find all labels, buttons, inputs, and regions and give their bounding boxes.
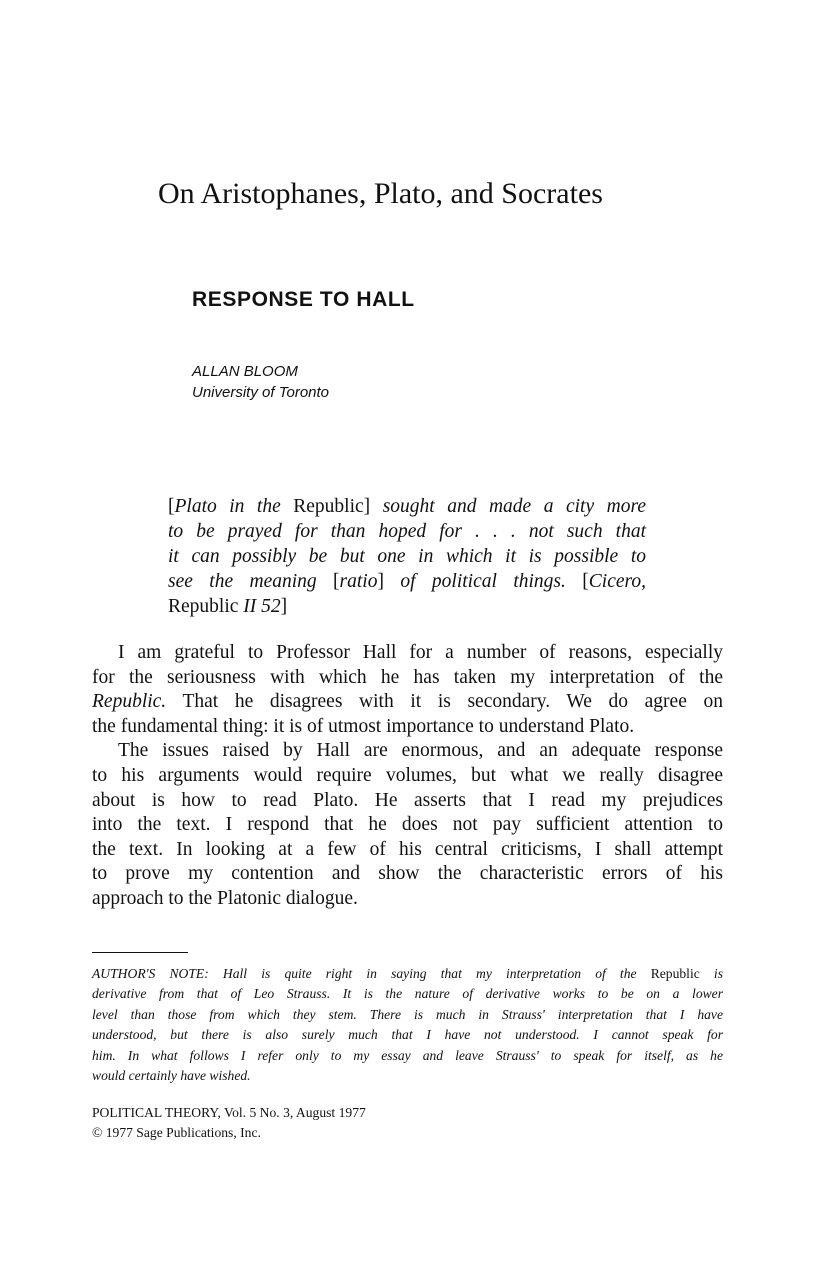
journal-citation: POLITICAL THEORY, Vol. 5 No. 3, August 1977 <box>92 1105 366 1120</box>
footnote-line: him. In what follows I refer only to my essay and leave Strauss' to speak for itself, as he <box>92 1047 723 1063</box>
paragraph-line: The issues raised by Hall are enormous, and an adequate response <box>118 740 723 762</box>
epigraph-line: see the meaning [ratio] of political things. [Cicero, <box>168 571 646 592</box>
paragraph-line: Republic. That he disagrees with it is secondary. We do agree on <box>92 691 723 713</box>
journal-info <box>92 1103 366 1143</box>
footnote-divider <box>92 952 188 953</box>
footnote-line: level than those from which they stem. There is much in Strauss' interpretation that I have <box>92 1006 723 1022</box>
copyright-notice: © 1977 Sage Publications, Inc. <box>92 1125 261 1140</box>
paragraph-line: to prove my contention and show the characteristic errors of his <box>92 863 723 885</box>
article-title: On Aristophanes, Plato, and Socrates <box>158 177 603 210</box>
epigraph-line: Republic II 52] <box>168 596 288 617</box>
paragraph-line: about is how to read Plato. He asserts that I read my prejudices <box>92 789 723 811</box>
paragraph-line: for the seriousness with which he has taken my interpretation of the <box>92 666 723 688</box>
footnote-line: AUTHOR'S NOTE: Hall is quite right in saying that my interpretation of the Republic is <box>92 966 724 981</box>
paragraph-line: to his arguments would require volumes, but what we really disagree <box>92 764 723 786</box>
footnote-line: understood, but there is also surely much that I have not understood. I cannot speak for <box>92 1027 723 1043</box>
author-block <box>192 361 329 403</box>
paragraph-line: into the text. I respond that he does not pay sufficient attention to <box>92 814 723 836</box>
paragraph-line: the fundamental thing: it is of utmost importance to understand Plato. <box>92 715 635 737</box>
author-affiliation: University of Toronto <box>192 384 330 401</box>
epigraph-line: it can possibly be but one in which it is possible to <box>168 546 646 567</box>
epigraph <box>168 494 668 619</box>
footnote-line: would certainly have wished. <box>92 1068 251 1084</box>
paragraph-line: approach to the Platonic dialogue. <box>92 887 358 909</box>
paragraph-line: I am grateful to Professor Hall for a number of reasons, especially <box>118 642 723 663</box>
epigraph-line: to be prayed for than hoped for . . . not such that <box>168 521 646 542</box>
epigraph-line: [Plato in the Republic] sought and made a city more <box>168 496 646 517</box>
footnote-line: derivative from that of Leo Strauss. It is the nature of derivative works to be on a lower <box>92 986 723 1002</box>
section-heading: RESPONSE TO HALL <box>192 288 415 311</box>
authors-note <box>92 964 723 1086</box>
author-name: ALLAN BLOOM <box>192 363 298 380</box>
paragraph-line: the text. In looking at a few of his central criticisms, I shall attempt <box>92 838 723 860</box>
body-text <box>92 641 723 912</box>
